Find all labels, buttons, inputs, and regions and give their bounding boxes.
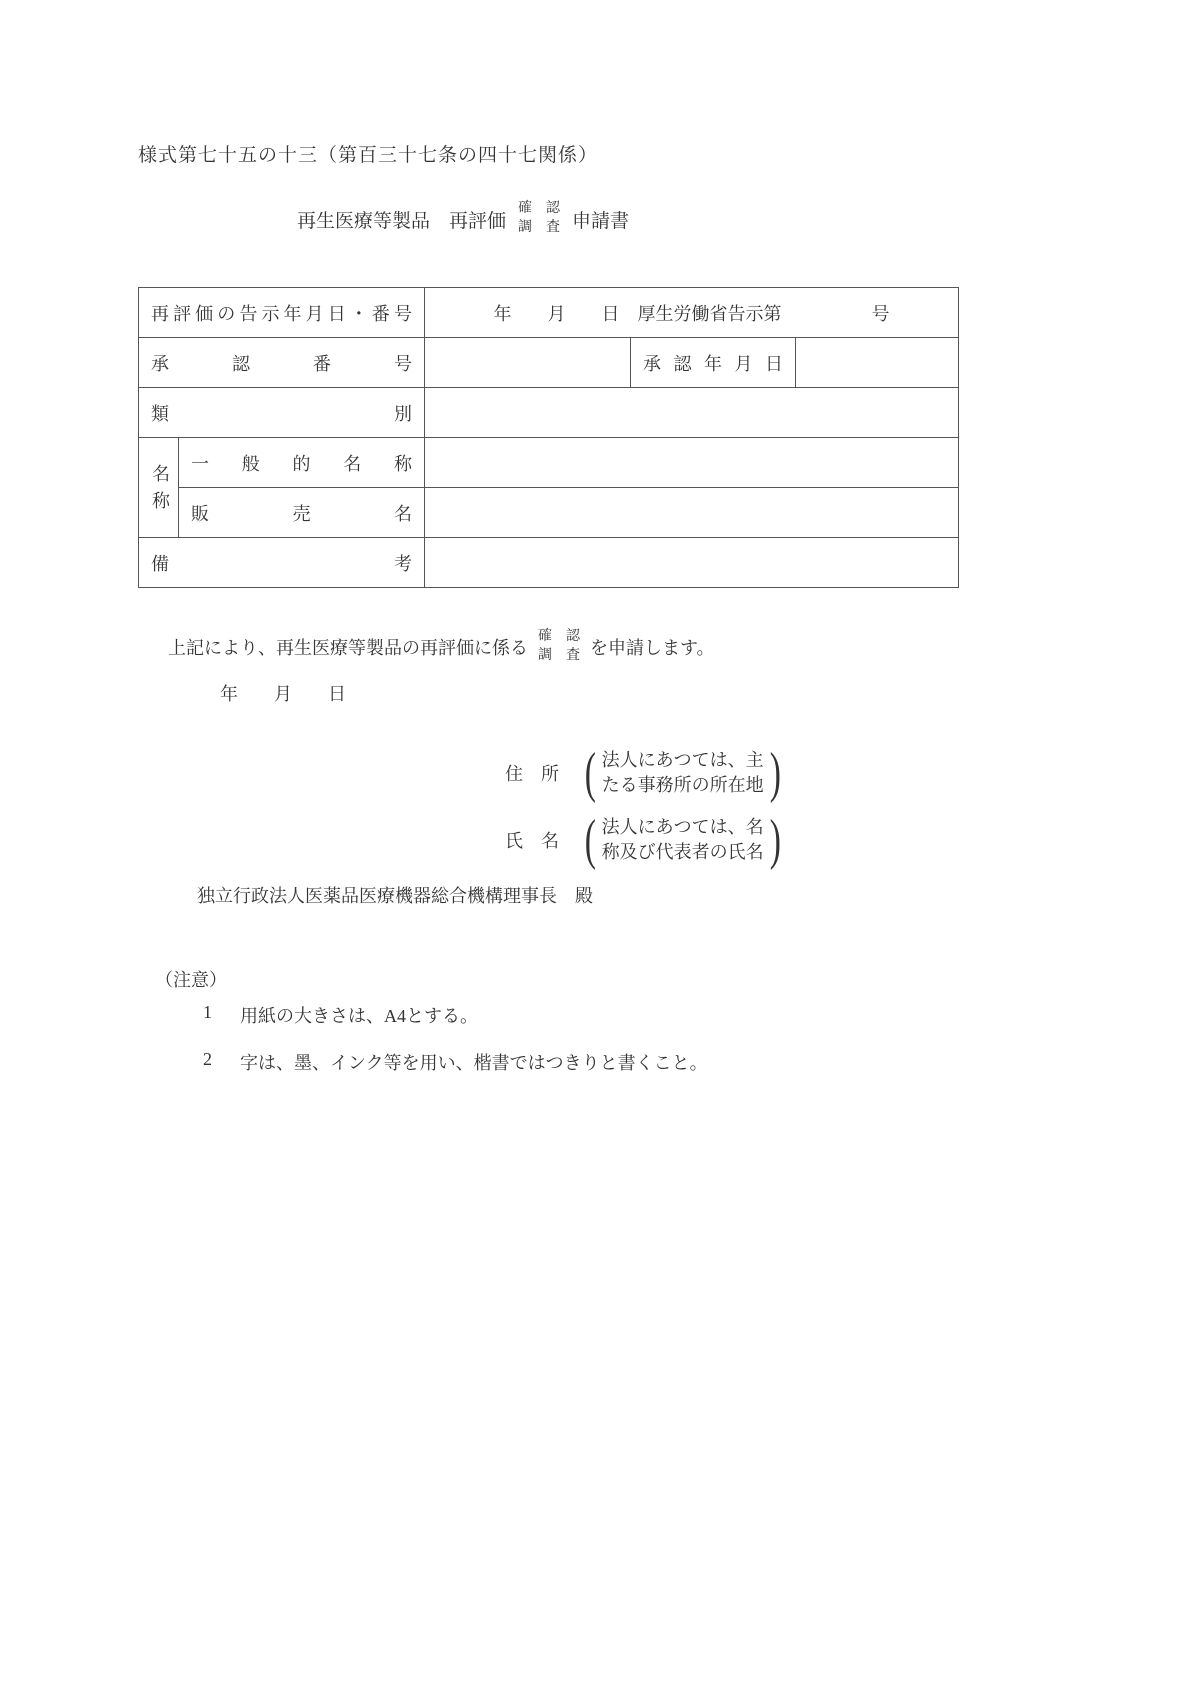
note-item [200,1002,708,1028]
table-row-category [139,388,959,438]
title-stacked-confirm-survey [518,200,560,238]
name-group-label-cell [139,438,179,538]
notice-value: 年 月 日 厚生労働省告示第 号 [493,303,890,324]
statement-prefix: 上記により、再生医療等製品の再評価に係る [168,638,528,658]
note-text: 用紙の大きさは、A4とする。 [240,1006,478,1026]
category-value-cell [425,388,959,438]
open-paren-icon: ( [584,742,596,804]
brand-name-label-cell [179,488,425,538]
stacked-bottom: 調 査 [538,648,580,663]
notice-label-cell [139,288,425,338]
close-paren-icon: ) [769,809,781,871]
statement-suffix: を申請します。 [590,638,715,658]
address-row [505,742,784,804]
general-name-label-cell [179,438,425,488]
approval-number-label: 承認番号 [151,353,412,374]
approval-number-label-cell [139,338,425,388]
approval-date-label-cell [631,338,796,388]
addressee-line: 独立行政法人医薬品医療機器総合機構理事長 殿 [197,886,593,906]
name-label: 氏 名 [505,831,559,851]
approval-date-label: 承 認 年 月 日 [643,353,783,374]
table-row-remarks [139,538,959,588]
note-item [200,1049,708,1075]
table-row-notice [139,288,959,338]
note-number: 2 [203,1049,212,1069]
application-statement [168,624,715,670]
form-title [297,196,629,242]
form-number: 様式第七十五の十三（第百三十七条の四十七関係） [138,145,599,166]
notice-label: 再評価の告示年月日・番号 [151,303,412,324]
stacked-bottom: 調 査 [518,220,561,235]
open-paren-icon: ( [584,809,596,871]
date-line: 年 月 日 [220,684,346,704]
table-row-approval [139,338,959,388]
address-label: 住 所 [505,764,559,784]
remarks-label-cell [139,538,425,588]
note-text: 字は、墨、インク等を用い、楷書ではつきりと書くこと。 [240,1053,708,1073]
table-row-general-name [139,438,959,488]
stacked-top: 確 認 [518,201,561,217]
general-name-label: 一般的名称 [191,453,412,474]
category-label-cell [139,388,425,438]
approval-date-value-cell [796,338,959,388]
general-name-value-cell [425,438,959,488]
approval-number-value-cell [425,338,631,388]
name-row [505,809,784,871]
name-note-line2: 称及び代表者の氏名 [601,842,764,862]
stacked-top: 確 認 [538,629,580,645]
close-paren-icon: ) [769,742,781,804]
title-prefix: 再生医療等製品 再評価 [297,210,507,232]
address-note [602,748,764,798]
note-number: 1 [203,1002,212,1022]
title-suffix: 申請書 [572,210,630,232]
notes-header: （注意） [155,970,227,990]
remarks-value-cell [425,538,959,588]
address-note-line2: たる事務所の所在地 [601,775,764,795]
brand-name-value-cell [425,488,959,538]
category-label: 類別 [151,403,412,424]
table-row-brand-name [139,488,959,538]
statement-stacked-confirm-survey [538,628,580,666]
form-table [138,287,959,588]
notes-list [200,1002,708,1096]
address-note-line1: 法人にあつては、主 [601,750,764,770]
name-group-label: 名称 [152,463,170,511]
remarks-label: 備考 [151,553,412,574]
name-note [602,815,764,865]
brand-name-label: 販売名 [191,503,412,524]
name-note-line1: 法人にあつては、名 [601,817,764,837]
notice-value-cell [425,288,959,338]
